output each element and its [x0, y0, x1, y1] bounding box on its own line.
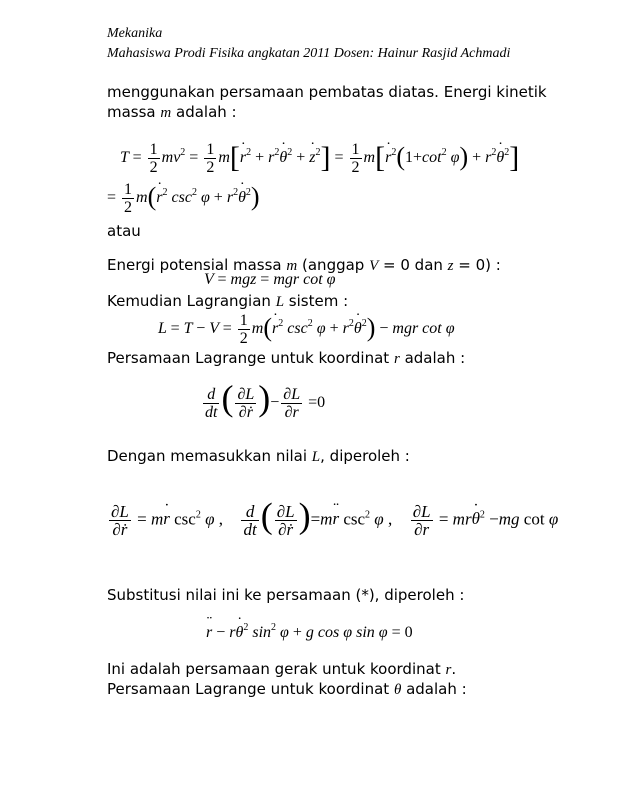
paragraph-equation-of-motion: Ini adalah persamaan gerak untuk koordinat r.	[107, 660, 457, 678]
equation-of-motion-r: r ¨ − rθ ˙$^2$ $\sin^2 \varphi + g$ cos φ sin φ = 0	[206, 622, 413, 642]
paragraph-lagrange-equation-r: Persamaan Lagrange untuk koordinat r adalah :	[107, 349, 466, 367]
lagrange-equation-r: $\frac{d}{dt}$ ( $\frac{\partial L}{\text{∂ṙ}}$ )− $\frac{\partial L}{\partial r}$ =0	[205, 378, 326, 421]
running-header-subtitle: Mahasiswa Prodi Fisika angkatan 2011 Dosen: Hainur Rasjid Achmadi	[107, 46, 511, 61]
paragraph-lagrange-equation-theta: Persamaan Lagrange untuk koordinat θ adalah :	[107, 680, 467, 698]
potential-energy-equation: V = mgz = mgr cot φ	[204, 271, 336, 288]
paragraph-atau: atau	[107, 222, 141, 240]
paragraph-substitution: Substitusi nilai ini ke persamaan (*), diperoleh :	[107, 586, 465, 604]
paragraph-substituting-L: Dengan memasukkan nilai L, diperoleh :	[107, 447, 410, 465]
paragraph-line-2: massa m adalah :	[107, 103, 237, 121]
paragraph-potential-energy: Energi potensial massa m (anggap V = 0 dan z = 0) :	[107, 256, 501, 274]
partial-derivatives-equations: $\frac{\partial L}{\text{∂ṙ}}$ = mr ˙ $\csc^2 \varphi$ , $\frac{d}{dt}$ ( $\frac{\partial L}{\text{∂ṙ}}$ )=mr ¨ $\csc^2 \varphi$ , $\frac{\partial L}{\partial r}$ = mrθ ˙$^2$ −mg cot φ	[107, 503, 558, 538]
paragraph-lagrangian: Kemudian Lagrangian L sistem :	[107, 292, 349, 310]
kinetic-energy-equation: T = $\frac{1}{2}$ $mv^2$ = $\frac{1}{2}$ m[r ˙$^2$ + $r^2\theta$ ˙$^2$ + z ˙$^2$] = $\frac{1}{2}$ m[r $˙^2(1+\cot^2$ $\varphi) + r^2\theta$ ˙$^2$]	[120, 141, 519, 176]
lagrangian-equation: L = T − V = $\frac{1}{2}$ m(r ˙$^2$ $\csc^2 \varphi + r^2\theta$ ˙$^2$) − mgr cot φ	[158, 312, 455, 347]
running-header-title: Mekanika	[107, 26, 163, 41]
kinetic-energy-equation-line-2: = $\frac{1}{2}$ m(r ˙$^2$ $\csc^2 \varphi + r^2\theta$ ˙$^2$)	[107, 181, 260, 216]
paragraph-line-1: menggunakan persamaan pembatas diatas. Energi kinetik	[107, 83, 547, 101]
